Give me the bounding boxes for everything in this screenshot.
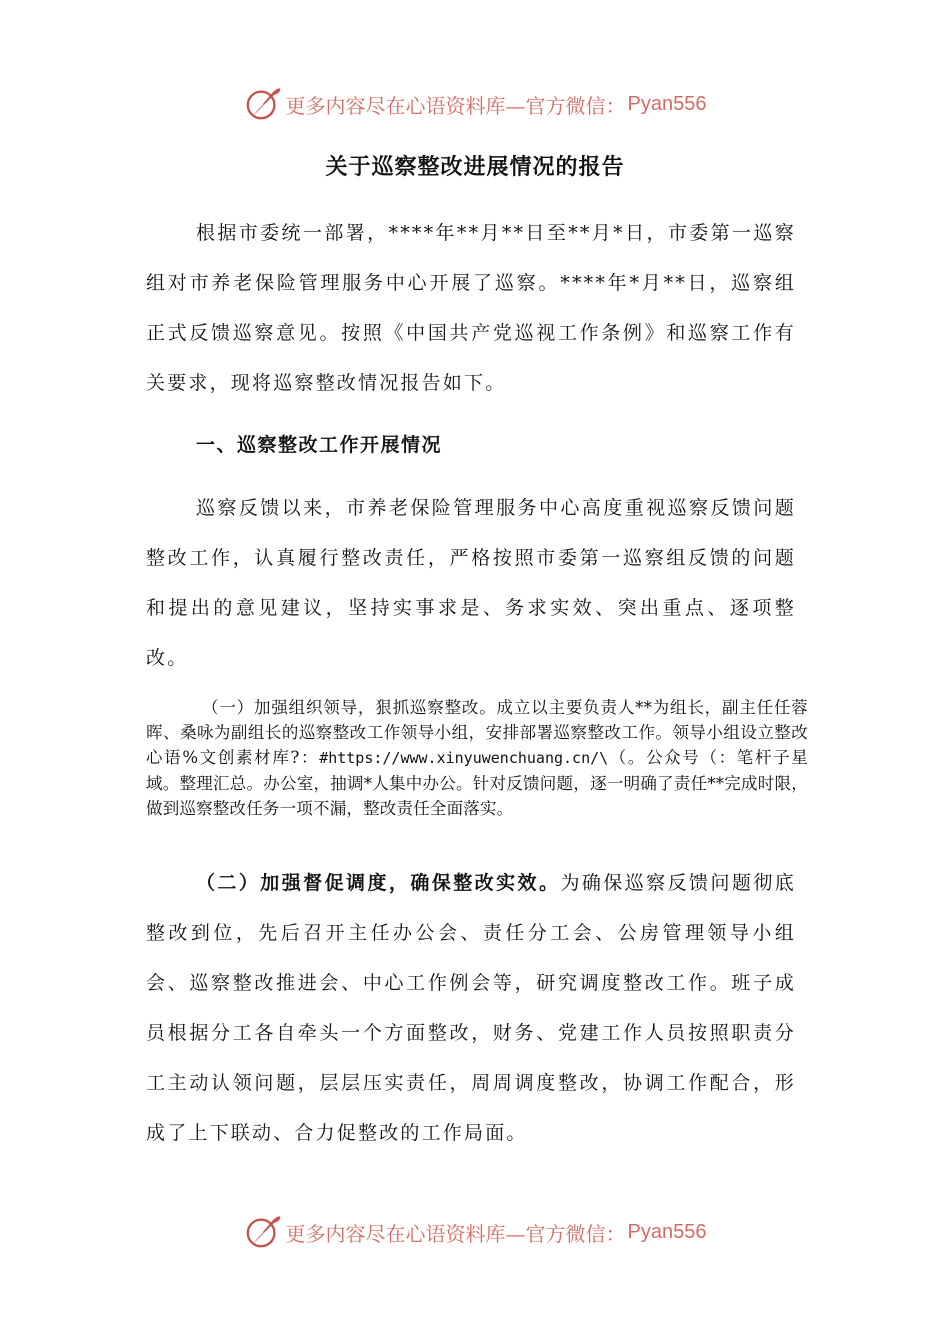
item-2-lead: （二）加强督促调度，确保整改实效。: [196, 872, 561, 894]
section-heading-1: 一、巡察整改工作开展情况: [196, 434, 443, 456]
item-1-text-part1: （一）加强组织领导，狠抓巡察整改。成立以主要负责人**为组长，副主任任蓉晖、桑咏为副组长的巡察整改工作领导小组，安排部署巡察整改工作。领导小组设立整改心语%文创素材库?：: [146, 698, 808, 767]
watermark-banner-bottom: [0, 1210, 950, 1254]
item-2-body: 为确保巡察反馈问题彻底整改到位，先后召开主任办公会、责任分工会、公房管理领导小组会、巡察整改推进会、中心工作例会等，研究调度整改工作。班子成员根据分工各自牵头一个方面整改，财务、党建工作人员按照职责分工主动认领问题，层层压实责任，周周调度整改，协调工作配合，形成了上下联动、合力促整改的工作局面。: [146, 872, 797, 1144]
item-1-text-part2: （。公众号（：笔杆子星域。整理汇总。办公室，抽调*人集中办公。针对反馈问题，逐一明确了责任**完成时限，做到巡察整改任务一项不漏，整改责任全面落实。: [146, 748, 808, 818]
paragraph-section-1: 巡察反馈以来，市养老保险管理服务中心高度重视巡察反馈问题整改工作，认真履行整改责任，严格按照市委第一巡察组反馈的问题和提出的意见建议，坚持实事求是、务求实效、突出重点、逐项整改。: [146, 497, 796, 669]
watermark-handle: Pyan556: [627, 92, 707, 115]
quill-pen-circle-icon: [244, 1213, 282, 1251]
watermark-text: 更多内容尽在心语资料库—官方微信：: [285, 1221, 626, 1246]
watermark-handle: Pyan556: [627, 1220, 707, 1243]
watermark-text: 更多内容尽在心语资料库—官方微信：: [285, 93, 626, 118]
quill-pen-circle-icon: [244, 85, 282, 123]
watermark-banner-top: [0, 82, 950, 126]
paragraph-item-2: [146, 858, 796, 1158]
paragraph-intro: 根据市委统一部署，****年**月**日至**月*日，市委第一巡察组对市养老保险管理服务中心开展了巡察。****年*月**日，巡察组正式反馈巡察意见。按照《中国共产党巡视工作条例》和巡察工作有关要求，现将巡察整改情况报告如下。: [146, 222, 796, 394]
document-title: 关于巡察整改进展情况的报告: [325, 154, 625, 180]
item-1-url: #https://www.xinyuwenchuang.cn/\: [319, 749, 609, 767]
paragraph-item-1: [146, 695, 808, 821]
